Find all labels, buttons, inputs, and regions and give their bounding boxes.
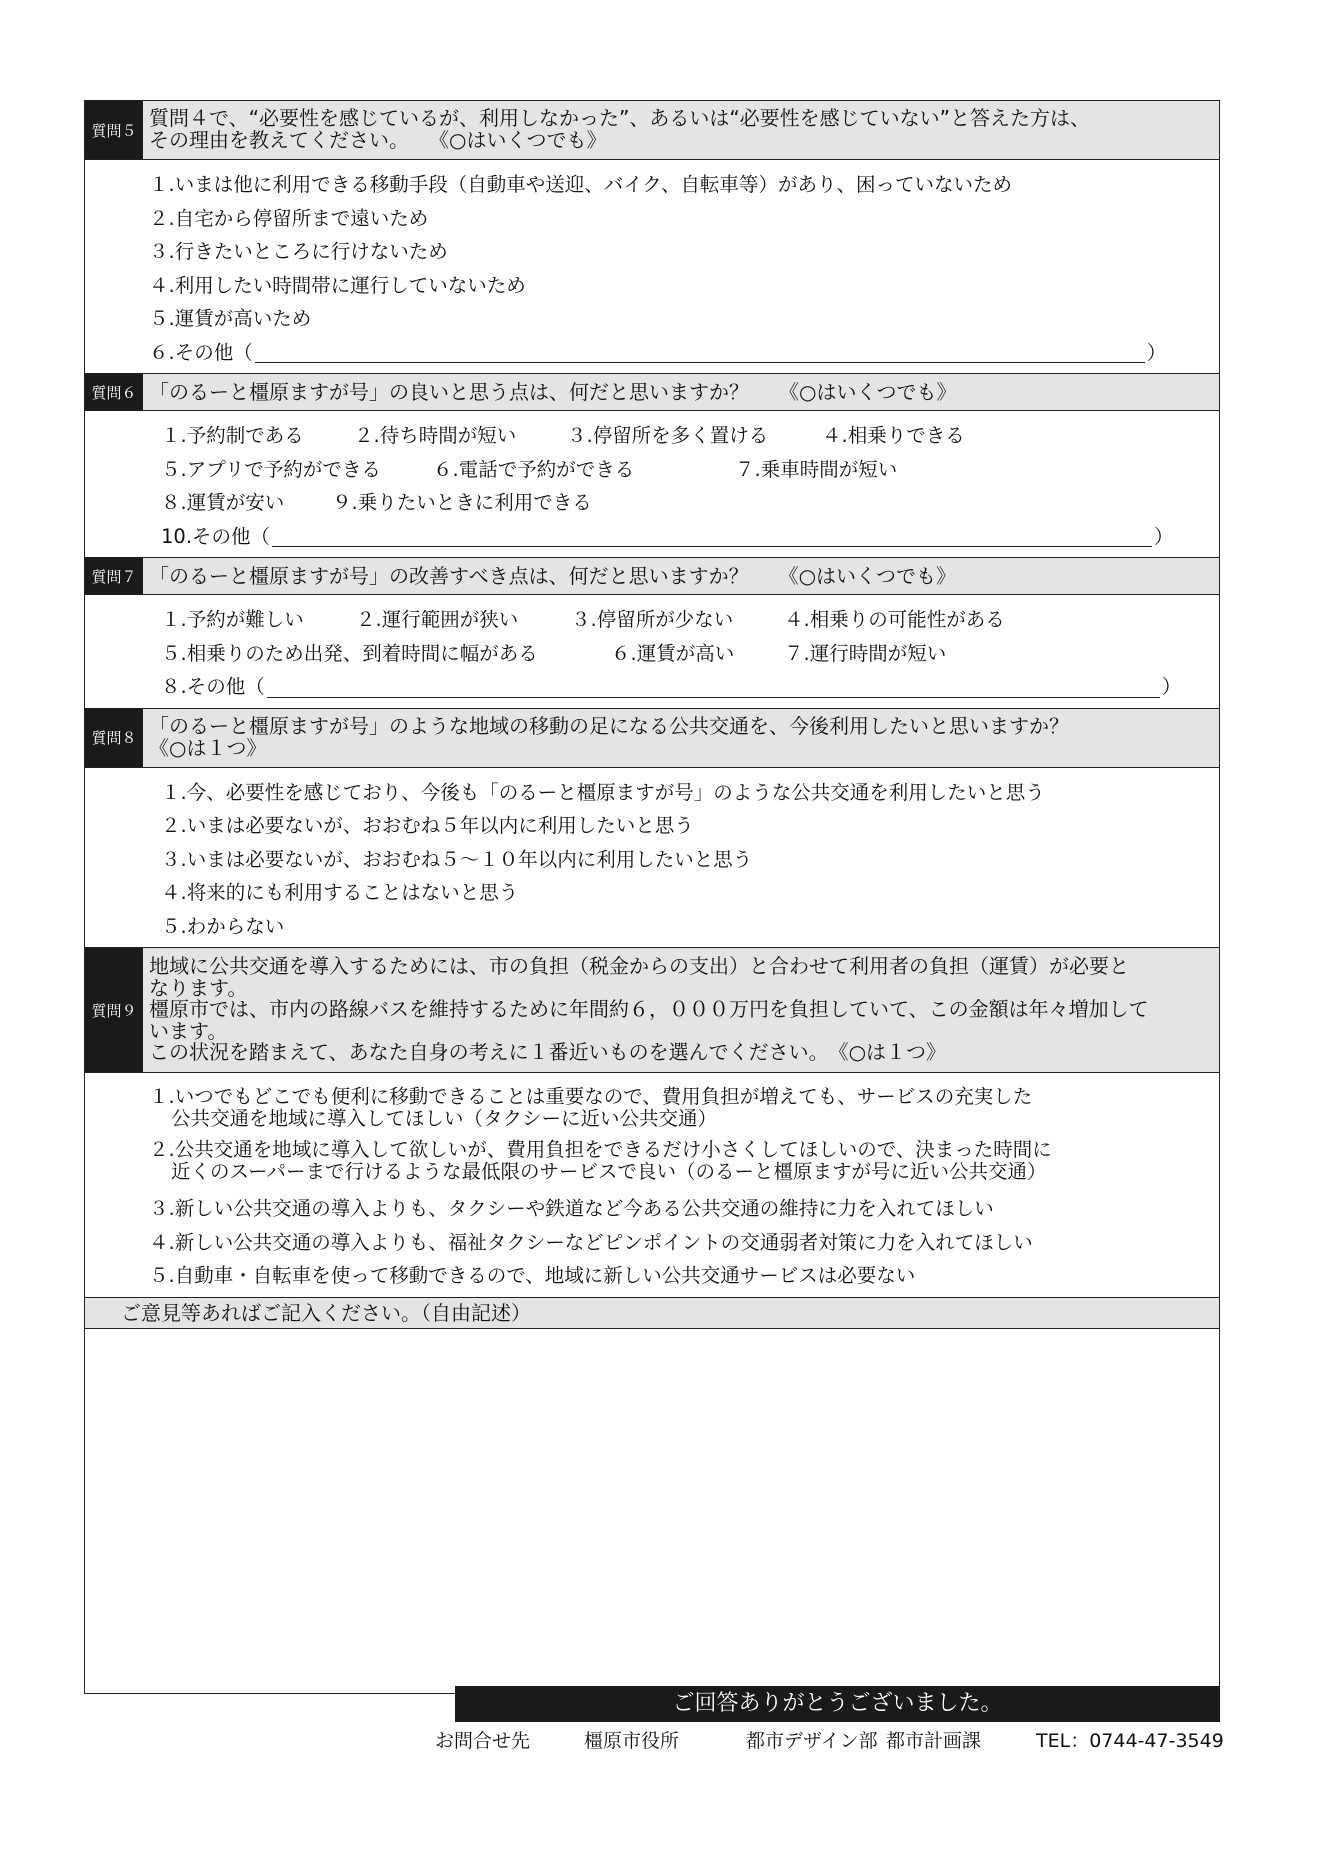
contact-department: 都市デザイン部 (746, 1730, 878, 1752)
q9-option-4[interactable]: ４.新しい公共交通の導入よりも、福祉タクシーなどピンポイントの交通弱者対策に力を入れてほしい (149, 1230, 1033, 1254)
q6-option-1[interactable]: １.予約制である (161, 424, 304, 447)
contact-label: お問合せ先 (435, 1730, 531, 1752)
q5-option-5[interactable]: ５.運賃が高いため (149, 307, 312, 330)
question-8-line-2: 《○は１つ》 (149, 735, 267, 760)
q6-option-6[interactable]: ６.電話で予約ができる (433, 457, 635, 481)
q5-option-6 (149, 336, 1219, 370)
q7-option-1[interactable]: １.予約が難しい (161, 608, 304, 631)
question-6-line: 「のるーと橿原ますが号」の良いと思う点は、何だと思いますか？ 《○はいくつでも》 (149, 380, 957, 404)
contact-phone: TEL：0744-47-3549 (1036, 1730, 1224, 1752)
question-9-line-5: この状況を踏まえて、あなた自身の考えに１番近いものを選んでください。 《○は１つ》 (149, 1040, 947, 1064)
question-9-options (85, 1073, 1219, 1298)
question-9-header (85, 948, 1219, 1073)
q5-other-input[interactable] (255, 340, 1145, 363)
question-9-text (143, 948, 1219, 1072)
q6-row-2 (161, 453, 1219, 487)
q7-option-5[interactable]: ５.相乗りのため出発、到着時間に幅がある (161, 641, 538, 665)
question-5-options (85, 160, 1219, 374)
q6-option-2[interactable]: ２.待ち時間が短い (354, 424, 517, 447)
question-9-line-4: います。 (149, 1018, 228, 1043)
q5-option-2[interactable]: ２.自宅から停留所まで遠いため (149, 206, 429, 230)
q7-other-close: ） (1161, 675, 1182, 698)
q8-option-5[interactable]: ５.わからない (161, 914, 285, 938)
q8-option-1[interactable]: １.今、必要性を感じており、今後も「のるーと橿原ますが号」のような公共交通を利用したいと思う (161, 780, 1045, 804)
q7-option-6[interactable]: ６.運賃が高い (611, 641, 735, 665)
q6-option-5[interactable]: ５.アプリで予約ができる (161, 457, 381, 481)
q8-option-4[interactable]: ４.将来的にも利用することはないと思う (161, 881, 519, 904)
q5-option-1[interactable]: １.いまは他に利用できる移動手段（自動車や送迎、バイク、自転車等）があり、困っていないため (149, 173, 1013, 196)
question-7-tag: 質問７ (85, 558, 143, 594)
q6-option-9[interactable]: ９.乗りたいときに利用できる (332, 491, 592, 514)
q6-option-4[interactable]: ４.相乗りできる (822, 424, 965, 447)
q7-option-2[interactable]: ２.運行範囲が狭い (356, 608, 519, 631)
questionnaire-form (84, 100, 1220, 1694)
question-5-text (143, 101, 1219, 159)
q9-option-1-line-1: １.いつでもどこでも便利に移動できることは重要なので、費用負担が増えても、サービスの充実した (149, 1085, 1033, 1108)
question-6-header (85, 374, 1219, 411)
q7-row-1 (161, 603, 1219, 637)
q9-option-1[interactable] (149, 1086, 1219, 1130)
question-7-options (85, 595, 1219, 709)
q9-option-2-line-2: 近くのスーパーまで行けるような最低限のサービスで良い（のるーと橿原ますが号に近い公共交通） (171, 1160, 1047, 1183)
q7-row-2 (161, 637, 1219, 671)
question-9-line-3: 橿原市では、市内の路線バスを維持するために年間約６，０００万円を負担していて、この金額は年々増加して (149, 997, 1149, 1021)
question-6-options (85, 411, 1219, 558)
q7-other-input[interactable] (267, 675, 1160, 698)
question-6-text (143, 374, 1219, 410)
contact-section: 都市計画課 (886, 1730, 982, 1752)
question-5-line-2: その理由を教えてください。 《○はいくつでも》 (149, 128, 607, 152)
contact-office: 橿原市役所 (584, 1730, 680, 1752)
question-8-text (143, 709, 1219, 767)
free-comment-area[interactable] (85, 1329, 1219, 1693)
q9-option-1-line-2: 公共交通を地域に導入してほしい（タクシーに近い公共交通） (171, 1107, 718, 1130)
q6-option-3[interactable]: ３.停留所を多く置ける (567, 424, 769, 447)
question-8-line-1: 「のるーと橿原ますが号」のような地域の移動の足になる公共交通を、今後利用したいと思いますか？ (149, 713, 1069, 738)
question-8-header (85, 709, 1219, 768)
question-5-header (85, 101, 1219, 160)
q5-option-3[interactable]: ３.行きたいところに行けないため (149, 240, 448, 263)
free-comment-header: ご意見等あればご記入ください。（自由記述） (85, 1298, 1219, 1329)
q9-option-3[interactable]: ３.新しい公共交通の導入よりも、タクシーや鉄道など今ある公共交通の維持に力を入れてほしい (149, 1197, 994, 1220)
q9-option-2[interactable] (149, 1139, 1219, 1183)
question-9-line-1: 地域に公共交通を導入するためには、市の負担（税金からの支出）と合わせて利用者の負担（運賃）が必要と (149, 954, 1129, 978)
question-7-line: 「のるーと橿原ますが号」の改善すべき点は、何だと思いますか？ 《○はいくつでも》 (149, 564, 957, 588)
question-5-line-1: 質問４で、“必要性を感じているが、利用しなかった”、あるいは“必要性を感じていない”と答えた方は、 (149, 106, 1091, 130)
thanks-banner: ご回答ありがとうございました。 (455, 1686, 1220, 1722)
question-9-line-2: なります。 (149, 975, 248, 1000)
q9-option-2-line-1: ２.公共交通を地域に導入して欲しいが、費用負担をできるだけ小さくしてほしいので、決まった時間に (149, 1138, 1052, 1161)
q6-other-label[interactable]: 10.その他（ (161, 524, 271, 548)
q8-option-2[interactable]: ２.いまは必要ないが、おおむね５年以内に利用したいと思う (161, 814, 694, 837)
question-6-tag: 質問６ (85, 374, 143, 410)
question-9-tag: 質問９ (85, 948, 143, 1072)
question-5-tag: 質問５ (85, 101, 143, 159)
q5-other-label[interactable]: ６.その他（ (149, 340, 253, 364)
q7-option-8 (161, 670, 1219, 704)
question-7-text (143, 558, 1219, 594)
q6-row-1 (161, 419, 1219, 453)
question-7-header (85, 558, 1219, 595)
question-8-options (85, 768, 1219, 949)
q8-option-3[interactable]: ３.いまは必要ないが、おおむね５～１０年以内に利用したいと思う (161, 847, 753, 871)
question-8-tag: 質問８ (85, 709, 143, 767)
q9-option-5[interactable]: ５.自動車・自転車を使って移動できるので、地域に新しい公共交通サービスは必要ない (149, 1264, 916, 1287)
q5-other-close: ） (1146, 340, 1167, 364)
q6-option-10 (161, 520, 1219, 554)
q7-option-3[interactable]: ３.停留所が少ない (571, 608, 734, 631)
q7-option-4[interactable]: ４.相乗りの可能性がある (784, 608, 1005, 631)
q6-option-7[interactable]: ７.乗車時間が短い (735, 457, 898, 481)
q7-option-7[interactable]: ７.運行時間が短い (784, 641, 947, 665)
q6-option-8[interactable]: ８.運賃が安い (161, 491, 285, 514)
q7-other-label[interactable]: ８.その他（ (161, 675, 265, 698)
q5-option-4[interactable]: ４.利用したい時間帯に運行していないため (149, 273, 526, 297)
q6-other-input[interactable] (272, 524, 1152, 547)
q6-other-close: ） (1154, 524, 1174, 548)
q6-row-3 (161, 486, 1219, 520)
